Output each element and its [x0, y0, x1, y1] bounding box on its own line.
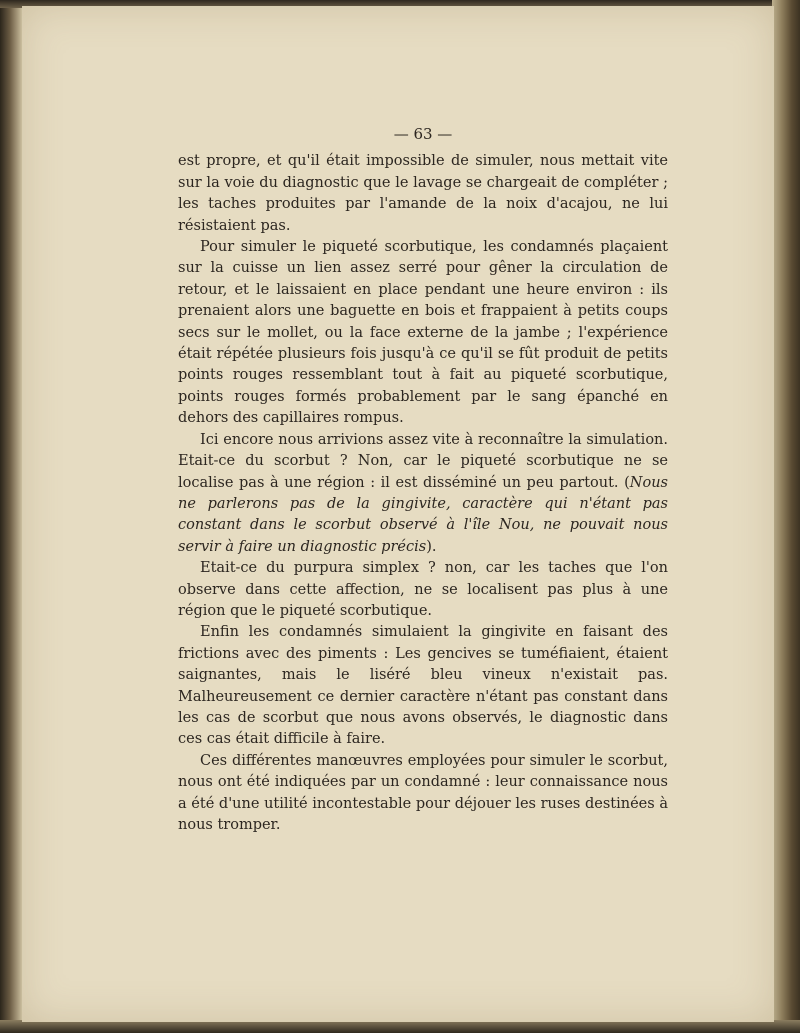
book-spine-edge — [0, 0, 22, 1033]
paragraph-3-italic-note: Nous ne parlerons pas de la gingivite, caractère qui n'étant pas constant dans le scorbut observé à l'île Nou, ne pouvait nous servir à faire un diagnostic précis — [178, 474, 668, 555]
paragraph-3 — [178, 430, 668, 558]
page-text-block — [178, 124, 668, 836]
paragraph-3-end: ). — [426, 538, 437, 555]
book-page-stack-edge — [772, 0, 800, 1033]
paragraph-1: est propre, et qu'il était impossible de simuler, nous mettait vite sur la voie du diagnostic que le lavage se chargeait de compléter ; les taches produites par l'amande de la noix d'acajou, ne lui résistaient pas. — [178, 153, 668, 234]
paragraph-3-text: Ici encore nous arrivions assez vite à reconnaître la simulation. Etait-ce du scorbut ? Non, car le piqueté scorbutique ne se localise pas à une région : il est disséminé un peu partout. ( — [178, 431, 668, 491]
paragraph-5: Enfin les condamnés simulaient la gingivite en faisant des frictions avec des piments : Les gencives se tuméfiaient, étaient saignantes, mais le liséré bleu vineux n'existait pas. Malheureusement ce dernier caractère n'étant pas constant dans les cas de scorbut que nous avons observés, le diagnostic dans ces cas était difficile à faire. — [178, 624, 668, 748]
paragraph-4: Etait-ce du purpura simplex ? non, car les taches que l'on observe dans cette affection, ne se localisent pas plus à une région que le piqueté scorbutique. — [178, 560, 668, 619]
page-number: — 63 — — [393, 125, 453, 143]
paragraph-2: Pour simuler le piqueté scorbutique, les condamnés plaçaient sur la cuisse un lien assez serré pour gêner la circulation de retour, et le laissaient en place pendant une heure environ : ils prenaient alors une baguette en bois et frappaient à petits coups secs sur le mollet, ou la face externe de la jambe ; l'expérience était répétée plusieurs fois jusqu'à ce qu'il se fût produit de petits points rouges ressemblant tout à fait au piqueté scorbutique, points rouges formés probablement par le sang épanché en dehors des capillaires rompus. — [178, 239, 668, 427]
paragraph-6: Ces différentes manœuvres employées pour simuler le scorbut, nous ont été indiquées par un condamné : leur connaissance nous a été d'une utilité incontestable pour déjouer les ruses destinées à nous tromper. — [178, 752, 668, 833]
